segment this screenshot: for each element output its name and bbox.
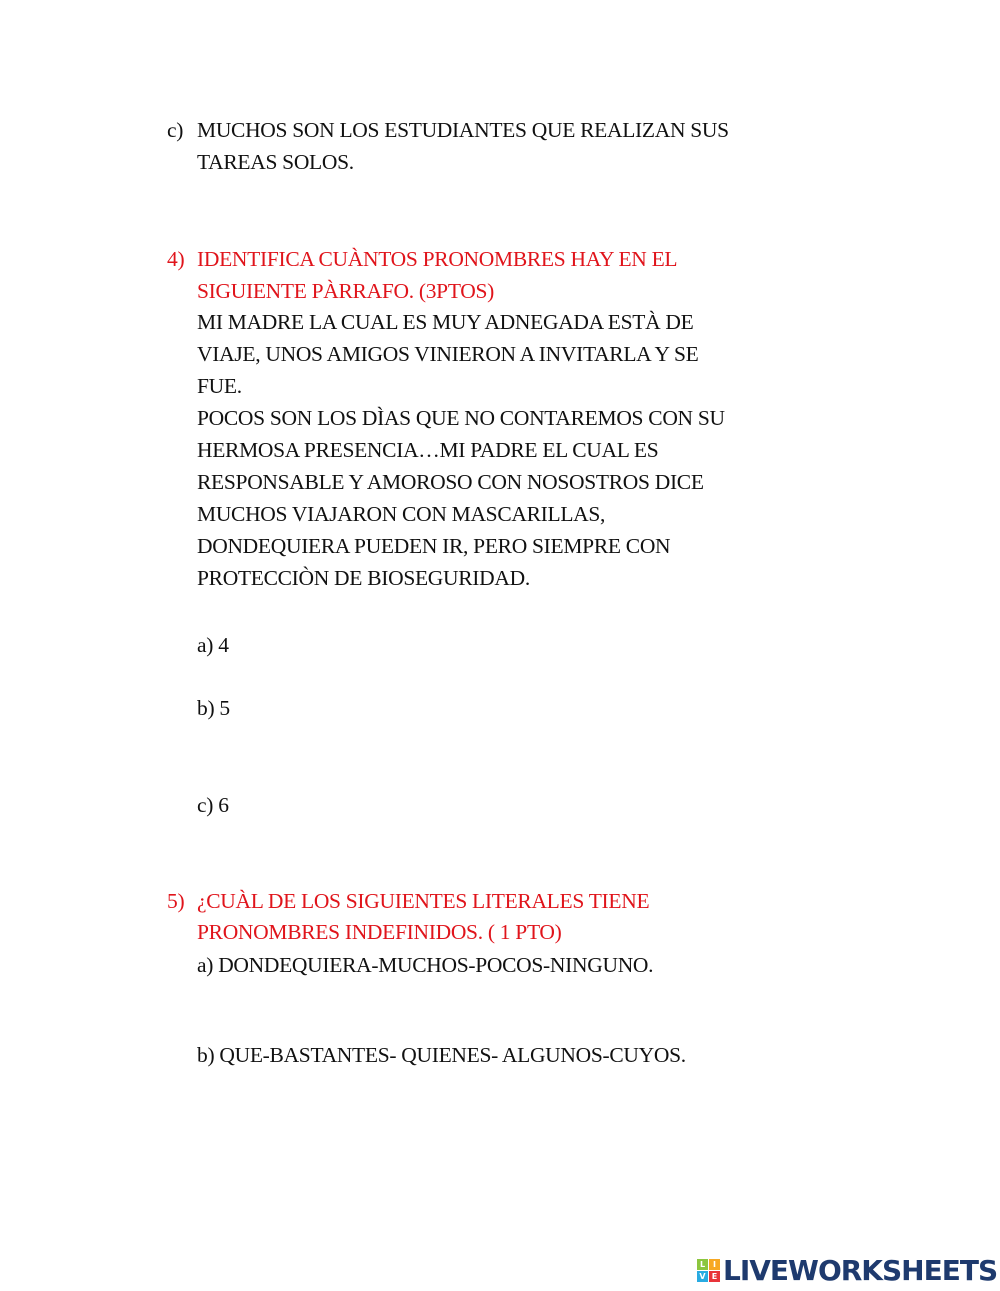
option-a[interactable] — [197, 952, 653, 978]
paragraph-line: RESPONSABLE Y AMOROSO CON NOSOSTROS DICE — [197, 470, 704, 494]
paragraph-line: DONDEQUIERA PUEDEN IR, PERO SIEMPRE CON — [197, 534, 671, 558]
logo-text: LIVEWORKSHEETS — [723, 1254, 998, 1287]
option-text: 5 — [219, 696, 230, 720]
option-a[interactable] — [197, 632, 229, 658]
option-c[interactable] — [197, 792, 229, 818]
option-text: DONDEQUIERA-MUCHOS-POCOS-NINGUNO. — [218, 953, 654, 977]
question-title: SIGUIENTE PÀRRAFO. (3PTOS) — [197, 279, 495, 303]
question-number: 5) — [167, 889, 185, 913]
question-title: IDENTIFICA CUÀNTOS PRONOMBRES HAY EN EL — [197, 247, 678, 271]
option-text: QUE-BASTANTES- QUIENES- ALGUNOS-CUYOS. — [219, 1043, 686, 1067]
paragraph-line: MUCHOS VIAJARON CON MASCARILLAS, — [197, 502, 606, 526]
option-marker: a) — [197, 633, 214, 657]
question-title: PRONOMBRES INDEFINIDOS. ( 1 PTO) — [197, 920, 562, 944]
liveworksheets-logo — [697, 1254, 997, 1287]
paragraph-line: POCOS SON LOS DÌAS QUE NO CONTAREMOS CON SU — [197, 406, 725, 430]
option-marker: c) — [167, 118, 184, 142]
logo-tiles-icon: L I V E — [697, 1259, 720, 1282]
question-title: ¿CUÀL DE LOS SIGUIENTES LITERALES TIENE — [197, 889, 650, 913]
option-text: TAREAS SOLOS. — [197, 150, 354, 174]
paragraph-line: VIAJE, UNOS AMIGOS VINIERON A INVITARLA Y SE — [197, 342, 699, 366]
option-text: MUCHOS SON LOS ESTUDIANTES QUE REALIZAN SUS — [197, 118, 729, 142]
paragraph-line: PROTECCIÒN DE BIOSEGURIDAD. — [197, 566, 530, 590]
paragraph-line: MI MADRE LA CUAL ES MUY ADNEGADA ESTÀ DE — [197, 310, 694, 334]
option-marker: a) — [197, 953, 214, 977]
paragraph-line: HERMOSA PRESENCIA…MI PADRE EL CUAL ES — [197, 438, 659, 462]
paragraph-line: FUE. — [197, 374, 242, 398]
question-number: 4) — [167, 247, 185, 271]
option-marker: b) — [197, 696, 215, 720]
option-marker: c) — [197, 793, 214, 817]
option-text: 6 — [218, 793, 229, 817]
option-marker: b) — [197, 1043, 215, 1067]
option-text: 4 — [218, 633, 229, 657]
option-b[interactable] — [197, 1042, 686, 1068]
option-b[interactable] — [197, 695, 230, 721]
